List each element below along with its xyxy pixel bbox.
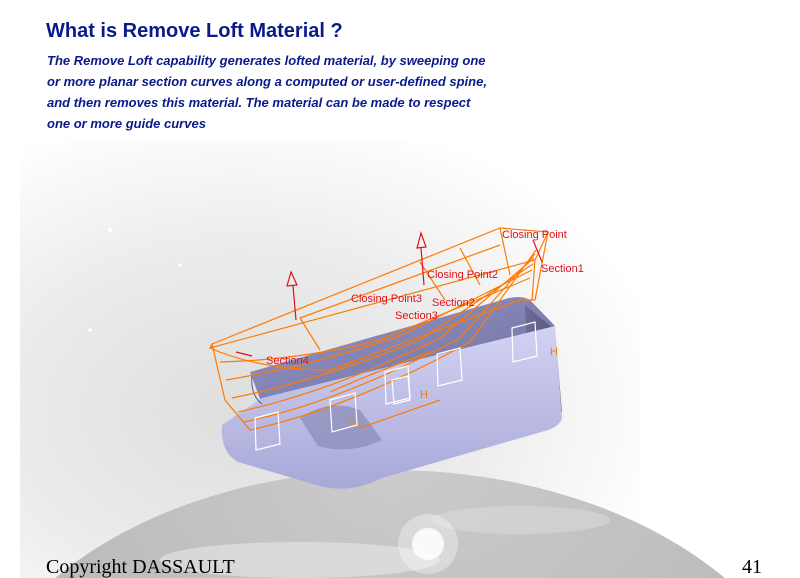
solid-body [222, 297, 562, 489]
arrow-head-icon [287, 272, 297, 286]
description-line: The Remove Loft capability generates lofted material, by sweeping one [47, 53, 486, 68]
arrow-shaft [236, 352, 252, 356]
section-2-label: Section2 [432, 297, 475, 309]
closing-point-1-label: Closing Point [502, 229, 567, 241]
arrow-shaft [293, 286, 296, 320]
copyright-text: Copyright DASSAULT [46, 556, 235, 578]
axis-h-label: H [550, 346, 558, 358]
axis-h-label: H [420, 389, 428, 401]
slide-title: What is Remove Loft Material ? [46, 20, 343, 42]
section-4-label: Section4 [266, 355, 309, 367]
closing-point-3-label: Closing Point3 [351, 293, 422, 305]
arrow-shaft [533, 240, 542, 262]
description-line: one or more guide curves [47, 116, 206, 131]
section-1-label: Section1 [541, 263, 584, 275]
page-number: 41 [742, 556, 762, 578]
description-line: and then removes this material. The material can be made to respect [47, 95, 471, 110]
section-3-label: Section3 [395, 310, 438, 322]
arrow-head-icon [417, 233, 426, 248]
closing-point-2-label: Closing Point2 [427, 269, 498, 281]
description-line: or more planar section curves along a computed or user-defined spine, [47, 74, 487, 89]
